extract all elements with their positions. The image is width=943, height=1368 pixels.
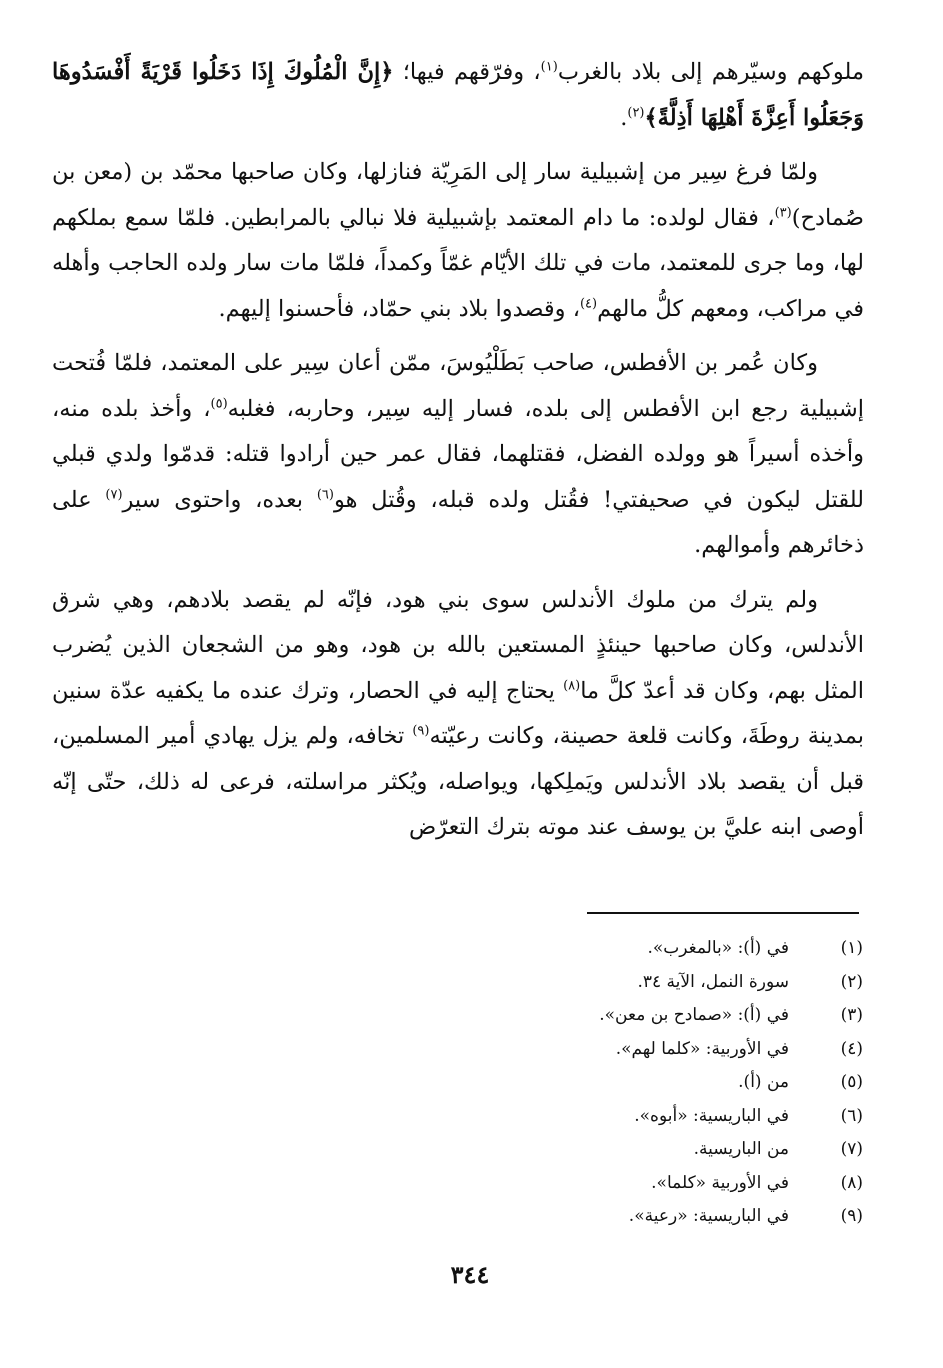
footnote-text: في الباريسية: «رعية». (628, 1206, 789, 1226)
text-run: بعده، واحتوى سير (122, 486, 317, 513)
footnote-text: في الأوربية «كلما». (651, 1172, 789, 1193)
footnote-ref: (٤) (579, 296, 598, 311)
footnote (500, 1100, 863, 1134)
quran-verse: ﴿إِنَّ الْمُلُوكَ إِذَا دَخَلُوا قَرْيَةً أَفْسَدُوهَا وَجَعَلُوا أَعِزَّةَ أَهْلِهَا أَذِلَّةً﴾ (52, 59, 864, 131)
footnote-number: (٧) (840, 1139, 863, 1159)
text-run: وكان عُمر بن الأفطس، صاحب بَطَلْيُوسَ، ممّن أعان سِير على المعتمد، فلمّا فُتحت إشبيلية رجع ابن الأفطس إلى بلده، فسار إليه سِير، وحاربه، فغلبه (52, 350, 864, 422)
footnote-text: في الأوربية: «كلما لهم». (615, 1038, 789, 1059)
text-run: ، وفرّقهم فيها؛ (393, 59, 541, 85)
footnote (500, 932, 863, 966)
page-number: ٣٤٤ (450, 1260, 490, 1289)
footnote (500, 1200, 863, 1234)
footnote-ref: (٦) (316, 487, 334, 502)
footnote-number: (٣) (840, 1005, 863, 1025)
footnote-text: سورة النمل، الآية ٣٤. (637, 971, 789, 992)
text-run: ملوكهم وسيّرهم إلى بلاد بالغرب (557, 59, 864, 85)
text-run: على ذخائرهم وأموالهم. (52, 486, 864, 558)
text-run: . (620, 104, 628, 131)
paragraph-1 (52, 50, 864, 141)
text-run: ولمّا فرغ سِير من إشبيلية سار إلى المَرِيّة فنازلها، وكان صاحبها محمّد بن (معن بن صُمادح) (52, 159, 864, 231)
footnote-ref: (١) (540, 59, 558, 75)
footnote-ref: (٣) (774, 205, 792, 220)
footnote-text: في (أ): «بالمغرب». (647, 938, 789, 958)
main-text (52, 50, 864, 851)
text-run: ، وقصدوا بلاد بني حمّاد، فأحسنوا إليهم. (218, 295, 580, 322)
paragraph-2 (52, 150, 864, 332)
footnote-text: من (أ). (738, 1072, 789, 1092)
footnote (500, 999, 863, 1033)
footnote-number: (٨) (840, 1172, 863, 1193)
text-run: ، فقال لولده: ما دام المعتمد بإشبيلية فلا نبالي بالمرابطين. فلمّا سمع بملكهم لها، وما جرى للمعتمد، مات في تلك الأيّام غمّاً وكمداً، فلمّا مات سار ولده الحاجب وأهله في مراكب، ومعهم كلُّ مالهم (52, 204, 864, 322)
paragraph-4 (52, 578, 864, 851)
text-run: ، وأخذ بلده منه، وأخذه أسيراً هو وولده الفضل، فقتلهما، فقال عمر حين أرادوا قتله: قدمّوا ولدي قبلي للقتل ليكون في صحيفتي! فقُتل ولده قبله، وقُتل هو (52, 395, 865, 513)
footnotes-list (500, 932, 863, 1234)
footnote-ref: (٨) (563, 678, 581, 693)
footnote-text: من الباريسية. (693, 1139, 789, 1159)
footnote-number: (٤) (840, 1038, 863, 1059)
footnote (500, 1167, 863, 1201)
footnote-number: (٢) (840, 971, 863, 992)
footnote-number: (٩) (840, 1206, 863, 1226)
paragraph-3 (52, 341, 864, 569)
text-run: ولم يترك من ملوك الأندلس سوى بني هود، فإنّه لم يقصد بلادهم، وهي شرق الأندلس، وكان صاحبها حينئذٍ المستعين بالله بن هود، وهو من الشجعان الذين يُضرب المثل بهم، وكان قد أعدّ كلَّ ما (52, 586, 864, 704)
footnote-ref: (٧) (105, 487, 123, 502)
footnote (500, 1066, 863, 1100)
footnote-text: في (أ): «صمادح بن معن». (599, 1005, 789, 1025)
footnote (500, 966, 863, 1000)
footnote-ref: (٢) (627, 105, 645, 120)
text-run: يحتاج إليه في الحصار، وترك عنده ما يكفيه عدّة سنين بمدينة روطَةَ، وكانت قلعة حصينة، وكانت رعيّته (52, 677, 864, 749)
footnote (500, 1033, 863, 1067)
text-run: تخافه، ولم يزل يهادي أمير المسلمين، قبل أن يقصد بلاد الأندلس ويَملِكها، ويواصله، ويُكثر مراسلته، فرعى له ذلك، حتّى إنّه أوصى ابنه عليَّ بن يوسف عند موته بترك التعرّض (52, 723, 864, 840)
footnote-separator (587, 912, 859, 914)
footnote-text: في الباريسية: «أبوه». (634, 1105, 789, 1126)
footnote-ref: (٥) (210, 396, 228, 411)
footnote-number: (٥) (840, 1072, 863, 1092)
footnote (500, 1133, 863, 1167)
footnote-number: (٦) (840, 1105, 863, 1126)
footnote-number: (١) (840, 938, 863, 958)
footnote-ref: (٩) (412, 723, 430, 739)
